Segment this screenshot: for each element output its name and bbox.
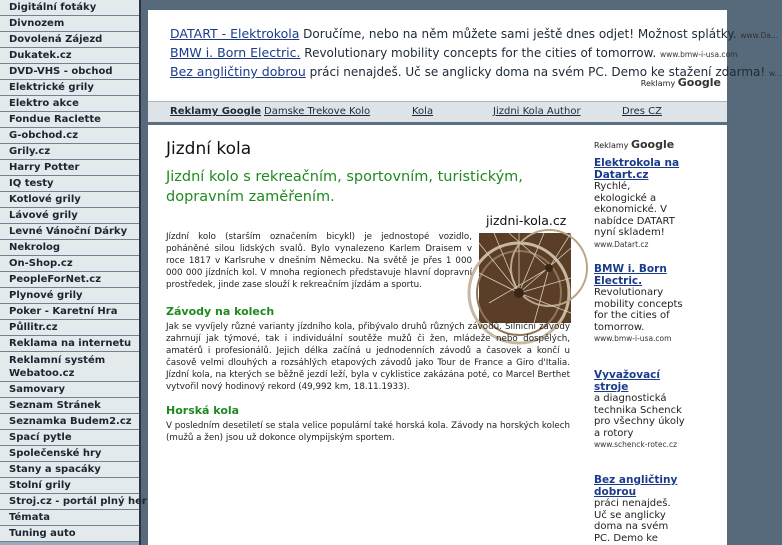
top-ad-1-url[interactable]: www.Da... xyxy=(740,31,778,40)
sidebar-item-26[interactable]: Spací pytle xyxy=(0,430,139,446)
right-ad-2 xyxy=(594,263,686,344)
top-strip xyxy=(141,0,727,10)
sidebar-item-3[interactable]: Dukatek.cz xyxy=(0,48,139,64)
sidebar-item-8[interactable]: G-obchod.cz xyxy=(0,128,139,144)
right-ad-3 xyxy=(594,369,686,450)
nav-reklamy-google[interactable]: Reklamy Google xyxy=(170,106,262,117)
google-logo: Google xyxy=(677,76,721,89)
right-ad-2-url[interactable]: www.bmw-i-usa.com xyxy=(594,334,672,343)
section-text-horska-kola: V posledním desetiletí se stala velice populární také horská kola. Závody na horských kolech (mužů a žen) jsou už dokonce olympijským sportem. xyxy=(166,421,570,443)
top-ad-2-title-link[interactable]: BMW i. Born Electric. xyxy=(170,45,301,60)
sidebar-item-13[interactable]: Lávové grily xyxy=(0,208,139,224)
sidebar-item-23[interactable]: Samovary xyxy=(0,382,139,398)
section-text-zavody: Jak se vyvíjely různé varianty jízdního kola, přibývalo druhů různých závodů. Silniční závody zahrnují jak týmové, tak i individuální soutěže mužů či žen, mládeže nebo dospělých, amatérů i profesionálů. Jejich délka začíná u jednodenních závodů a časovek a končí u časově velmi dlouhých a rozsáhlých etapových závodů jako Tour de France a Giro d'Italia. Jízdní kola, na kterých se běžně jezdí leží, byla v cyklistice zakázána poté, co Marcel Berthet vytvořil nový hodinový rekord (49,992 km, 18.11.1933). xyxy=(166,322,570,392)
google-logo-right: Google xyxy=(630,138,675,151)
sidebar-item-4[interactable]: DVD-VHS - obchod xyxy=(0,64,139,80)
sidebar-item-12[interactable]: Kotlové grily xyxy=(0,192,139,208)
sidebar-item-32[interactable]: Tuning auto xyxy=(0,526,139,542)
sidebar-item-28[interactable]: Stany a spacáky xyxy=(0,462,139,478)
top-ad-3-text: práci nenajdeš. Uč se anglicky doma na svém PC. Demo ke stažení zdarma! xyxy=(305,65,769,79)
sidebar-item-27[interactable]: Společenské hry xyxy=(0,446,139,462)
top-ad-1-title-link[interactable]: DATART - Elektrokola xyxy=(170,26,300,41)
sidebar-item-17[interactable]: PeopleForNet.cz xyxy=(0,272,139,288)
site-name: jizdni-kola.cz xyxy=(486,213,567,228)
nav-link-jizdni-kola-author[interactable]: Jizdni Kola Author xyxy=(493,106,581,117)
section-title-zavody: Závody na kolech xyxy=(166,305,275,318)
reklamy-label-right: Reklamy xyxy=(594,141,629,150)
right-ad-2-title-link[interactable]: BMW i. Born Electric. xyxy=(594,263,667,287)
sidebar-item-1[interactable]: Divnozem xyxy=(0,16,139,32)
nav-link-kola[interactable]: Kola xyxy=(412,106,434,117)
sidebar-item-19[interactable]: Poker - Karetní Hra xyxy=(0,304,139,320)
right-ad-1-title-link[interactable]: Elektrokola na Datart.cz xyxy=(594,157,680,181)
right-ad-3-title-link[interactable]: Vyvažovací stroje xyxy=(594,369,660,393)
sidebar-item-18[interactable]: Plynové grily xyxy=(0,288,139,304)
sidebar-item-30[interactable]: Stroj.cz - portál plný her xyxy=(0,494,139,510)
ad-link-navbar xyxy=(148,101,727,125)
reklamy-google-badge-top[interactable] xyxy=(641,76,721,89)
top-ad-2 xyxy=(170,43,738,62)
sidebar-item-25[interactable]: Seznamka Budem2.cz xyxy=(0,414,139,430)
right-ad-1 xyxy=(594,157,686,250)
top-ad-1-text: Doručíme, nebo na něm můžete sami ještě dnes odjet! Možnost splátky. xyxy=(299,27,741,41)
right-ad-4-text: práci nenajdeš. Uč se anglicky doma na svém PC. Demo ke xyxy=(594,498,671,544)
top-ad-2-text: Revolutionary mobility concepts for the cities of tomorrow. xyxy=(300,46,660,60)
sidebar xyxy=(0,0,147,545)
page-title: Jizdní kola xyxy=(166,139,252,159)
intro-paragraph: Jízdní kolo (starším označením bicykl) je jednostopé vozidlo, poháněné silou lidských svalů. Bylo vynalezeno Karlem Draisem v roce 1817 v Karlsruhe v dnešním Německu. Na světě je přes 1 000 000 000 jízdních kol. V mnoha regionech představuje hlavní dopravní prostředek, jinde zase slouží k rekreačním jízdám a sportu. xyxy=(166,232,472,290)
top-ads xyxy=(170,24,782,81)
sidebar-item-21[interactable]: Reklama na internetu xyxy=(0,336,139,352)
right-ad-3-url[interactable]: www.schenck-rotec.cz xyxy=(594,440,678,449)
nav-link-dres-cz[interactable]: Dres CZ xyxy=(622,106,662,117)
sidebar-item-10[interactable]: Harry Potter xyxy=(0,160,139,176)
sidebar-item-7[interactable]: Fondue Raclette xyxy=(0,112,139,128)
right-ad-column xyxy=(594,138,724,544)
sidebar-item-2[interactable]: Dovolená Zájezd xyxy=(0,32,139,48)
sidebar-item-22[interactable]: Reklamní systém Webatoo.cz xyxy=(0,352,139,382)
top-ad-2-url[interactable]: www.bmw-i-usa.com xyxy=(659,50,738,59)
sidebar-item-11[interactable]: IQ testy xyxy=(0,176,139,192)
top-ad-3-title-link[interactable]: Bez angličtiny dobrou xyxy=(170,64,306,79)
top-ad-3-url[interactable]: w... xyxy=(768,69,782,78)
bike-wheel-photo xyxy=(479,233,571,323)
main-heading: Jizdní kolo s rekreačním, sportovním, turistickým, dopravním zaměřením. xyxy=(166,169,523,205)
nav-link-damske-trekove-kolo[interactable]: Damske Trekove Kolo xyxy=(264,106,371,117)
right-ad-4 xyxy=(594,474,686,544)
reklamy-label: Reklamy xyxy=(640,79,676,88)
sidebar-item-29[interactable]: Stolní grily xyxy=(0,478,139,494)
right-ad-4-title-link[interactable]: Bez angličtiny dobrou xyxy=(594,474,678,498)
section-title-horska-kola: Horská kola xyxy=(166,404,240,417)
right-ad-3-text: a diagnostická technika Schenck pro všechny úkoly a rotory xyxy=(594,393,685,439)
top-ad-3 xyxy=(170,62,782,81)
top-ad-1 xyxy=(170,24,778,43)
sidebar-item-0[interactable]: Digitální fotáky xyxy=(0,0,139,16)
sidebar-item-9[interactable]: Grily.cz xyxy=(0,144,139,160)
sidebar-item-16[interactable]: On-Shop.cz xyxy=(0,256,139,272)
sidebar-item-20[interactable]: Půllitr.cz xyxy=(0,320,139,336)
sidebar-item-15[interactable]: Nekrolog xyxy=(0,240,139,256)
right-ad-2-text: Revolutionary mobility concepts for the cities of tomorrow. xyxy=(594,287,683,333)
right-ad-1-text: Rychlé, ekologické a ekonomické. V nabídce DATART nyní skladem! xyxy=(594,181,675,238)
right-ad-1-url[interactable]: www.Datart.cz xyxy=(594,239,649,249)
sidebar-item-5[interactable]: Elektrické grily xyxy=(0,80,139,96)
reklamy-google-badge-right[interactable] xyxy=(594,138,724,151)
sidebar-item-31[interactable]: Témata xyxy=(0,510,139,526)
sidebar-item-24[interactable]: Seznam Stránek xyxy=(0,398,139,414)
sidebar-item-6[interactable]: Elektro akce xyxy=(0,96,139,112)
sidebar-item-14[interactable]: Levné Vánoční Dárky xyxy=(0,224,139,240)
